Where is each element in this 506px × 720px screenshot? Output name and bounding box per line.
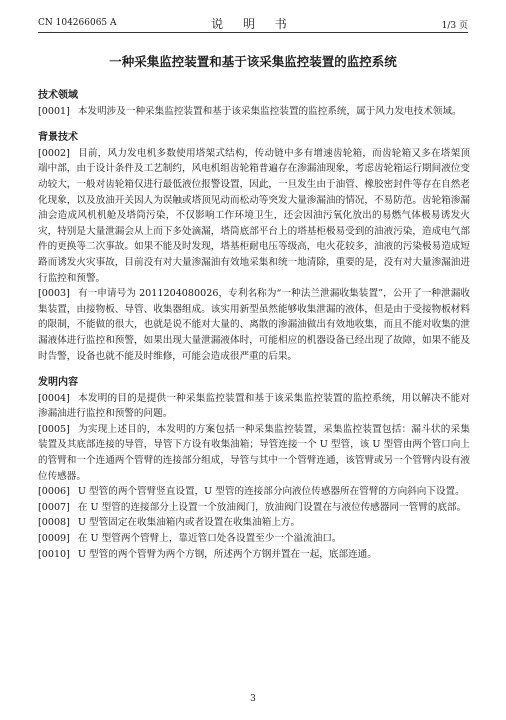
paragraph <box>38 515 470 531</box>
paragraph-text: 有一申请号为 2011204080026，专利名称为“一种法兰泄漏收集装置”，公开了一种泄漏收集装置，由接物板、导管、收集器组成。该实用新型虽然能够收集泄漏的液体，但是由于受接物板材料的限制，不能做的很大，也就是说不能对大量的、离散的渗漏油做出有效地收集，而且不能对收集的泄漏液体进行监控和预警，如果出现大量泄漏液体时，可能相应的机器设备已经出现了故障，如果不能及时告警，设备也就不能及时维修，可能会造成很严重的后果。 <box>38 288 470 362</box>
paragraph-number: [0006] <box>38 486 70 498</box>
paragraph-text: 在 U 型管两个管臂上，靠近管口处各设置至少一个溢流油口。 <box>77 533 342 545</box>
paragraph <box>38 146 470 286</box>
paragraph-number: [0002] <box>38 147 70 159</box>
paragraph-text: 为实现上述目的，本发明的方案包括一种采集监控装置，采集监控装置包括：漏斗状的采集装置及其底部连接的导管，导管下方设有收集油箱；导管连接一个 U 型管，该 U 型管由两个管口向上的管臂和一个连通两个管臂的连接部分组成，导管与其中一个管臂连通，该管臂或另一个管臂内设有液位传感器。 <box>38 423 470 482</box>
section-gap <box>38 119 470 130</box>
page-number: 3 <box>250 694 256 704</box>
page-header <box>38 14 468 33</box>
paragraph-number: [0007] <box>38 501 70 513</box>
paragraph <box>38 531 470 547</box>
paragraph <box>38 547 470 563</box>
section-gap <box>38 364 470 375</box>
section-heading: 技术领域 <box>38 90 78 101</box>
paragraph-text: U 型管的两个管臂竖直设置，U 型管的连接部分向液位传感器所在管臂的方向斜向下设置。 <box>77 486 465 498</box>
paragraph-text: 本发明的目的是提供一种采集监控装置和基于该采集监控装置的监控系统，用以解决不能对渗漏油进行监控和预警的问题。 <box>38 392 470 420</box>
paragraph <box>38 500 470 516</box>
paragraph-number: [0010] <box>38 548 70 560</box>
paragraph-text: U 型管固定在收集油箱内或者设置在收集油箱上方。 <box>77 517 301 529</box>
page-indicator: 1/3 页 <box>441 21 468 31</box>
section-heading: 发明内容 <box>38 377 78 389</box>
document-body <box>38 88 470 562</box>
document-title: 一种采集监控装置和基于该采集监控装置的监控系统 <box>109 54 397 69</box>
paragraph <box>38 391 470 422</box>
section-heading: 背景技术 <box>38 132 78 144</box>
paragraph-number: [0009] <box>38 533 70 545</box>
document-id: CN 104266065 A <box>38 18 117 28</box>
paragraph-text: 目前，风力发电机多数使用塔架式结构，传动链中多有增速齿轮箱，而齿轮箱又多在塔架顶端中部，由于设计条件及工艺制约，风电机组齿轮箱普遍存在渗漏油现象，考虑齿轮箱运行期间液位变动较大，一般对齿轮箱仅进行最低液位报警设置，因此，一旦发生由于油管、橡胶密封件等存在自然老化现象，以及放油开关因人为误触或塔顶见动而松动等突发大量渗漏油的情况，不易防范。齿轮箱渗漏油会造成风机机舱及塔筒污染，不仅影响工作环境卫生，还会因油污氧化放出的易燃气体极易诱发火灾，特别是大量泄漏会从上而下多处滴漏，塔筒底部平台上的塔基柜极易受到的油液污染，造成电气部件的更换等二次事故。如果不能及时发现，塔基柜耐电压等级高，电火花较多，油液的污染极易造成短路而诱发火灾事故，目前没有对大量渗漏油有效地采集和统一地清除，重要的是，没有对大量渗漏油进行监控和预警。 <box>38 147 470 284</box>
document-type: 说 明 书 <box>211 17 295 31</box>
paragraph <box>38 484 470 500</box>
paragraph-text: 本发明涉及一种采集监控装置和基于该采集监控装置的监控系统，属于风力发电技术领域。 <box>77 105 462 117</box>
paragraph <box>38 104 470 120</box>
paragraph-number: [0003] <box>38 288 70 300</box>
paragraph-text: 在 U 型管的连接部分上设置一个放油阀门，放油阀门设置在与液位传感器同一管臂的底部。 <box>77 501 467 513</box>
paragraph-number: [0008] <box>38 517 70 529</box>
paragraph-number: [0005] <box>38 423 70 435</box>
paragraph <box>38 422 470 484</box>
paragraph-number: [0001] <box>38 105 70 117</box>
paragraph-text: U 型管的两个管臂为两个方钢，所述两个方钢并置在一起，底部连通。 <box>77 548 377 560</box>
paragraph-number: [0004] <box>38 392 70 404</box>
paragraph <box>38 286 470 364</box>
